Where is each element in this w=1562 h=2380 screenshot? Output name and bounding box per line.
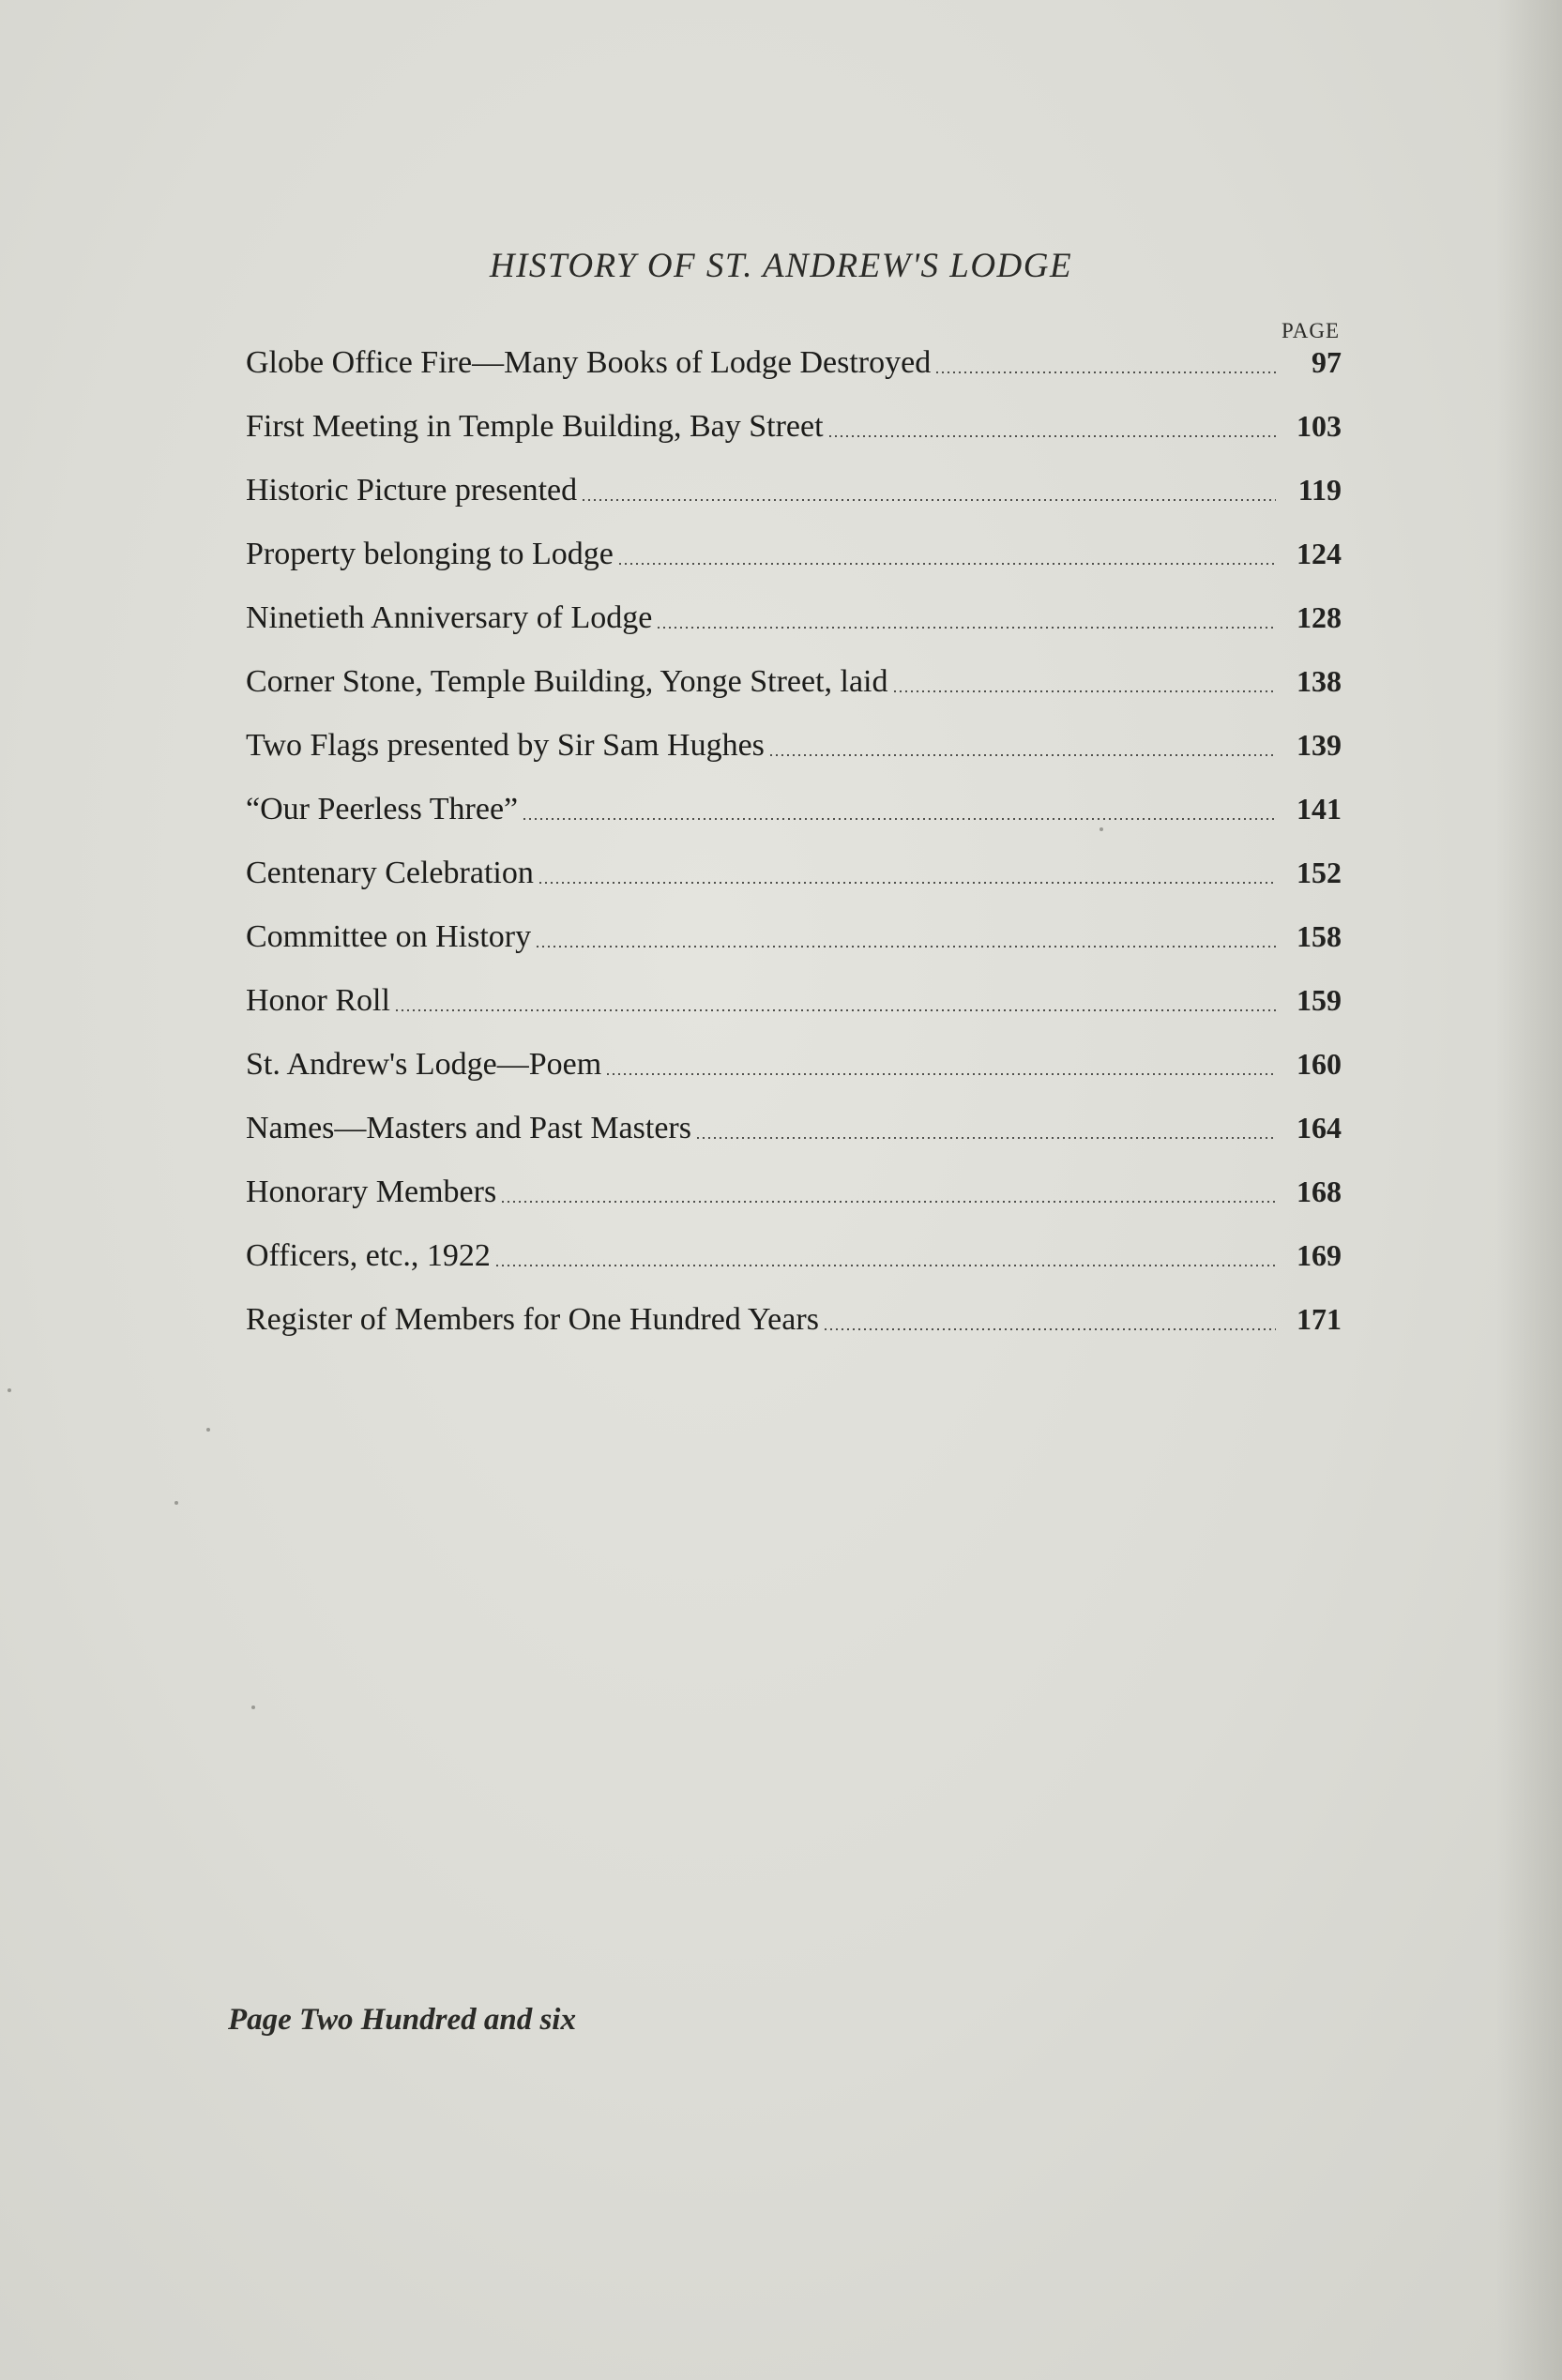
toc-entry-page: 97 — [1312, 345, 1342, 379]
toc-entry-page: 128 — [1297, 600, 1342, 634]
toc-entry-page: 164 — [1297, 1111, 1342, 1145]
toc-entry-page: 168 — [1297, 1175, 1342, 1208]
dot-leader — [535, 946, 1276, 947]
toc-entry — [246, 841, 1342, 904]
toc-entry-title: Globe Office Fire—Many Books of Lodge Destroyed — [246, 345, 932, 380]
toc-entry-page: 119 — [1297, 473, 1342, 507]
toc-entry — [246, 968, 1342, 1032]
toc-entry-title: St. Andrew's Lodge—Poem — [246, 1047, 602, 1082]
toc-entry-page: 139 — [1297, 728, 1342, 762]
toc-entry-title: Property belonging to Lodge — [246, 537, 614, 571]
toc-entry-title: Centenary Celebration — [246, 856, 534, 890]
dot-leader — [892, 690, 1277, 692]
toc-entry-title: First Meeting in Temple Building, Bay Street — [246, 409, 824, 444]
toc-entry-title: Honorary Members — [246, 1175, 497, 1209]
toc-entry — [246, 1096, 1342, 1160]
dot-leader — [656, 627, 1276, 629]
toc-entry-page: 103 — [1297, 409, 1342, 443]
table-of-contents — [246, 330, 1342, 1351]
toc-entry — [246, 1223, 1342, 1287]
toc-entry — [246, 585, 1342, 649]
dot-leader — [538, 882, 1276, 884]
toc-entry-title: Ninetieth Anniversary of Lodge — [246, 600, 653, 635]
dot-leader — [827, 435, 1276, 437]
paper-speck — [8, 1388, 11, 1392]
toc-entry-page: 169 — [1297, 1238, 1342, 1272]
paper-speck — [251, 1705, 255, 1709]
toc-entry — [246, 458, 1342, 522]
toc-entry — [246, 1032, 1342, 1096]
toc-entry — [246, 522, 1342, 585]
toc-entry-title: Two Flags presented by Sir Sam Hughes — [246, 728, 765, 763]
dot-leader — [617, 563, 1276, 565]
toc-entry-page: 159 — [1297, 983, 1342, 1017]
dot-leader — [768, 754, 1276, 756]
toc-entry — [246, 1287, 1342, 1351]
toc-entry-title: Honor Roll — [246, 983, 390, 1018]
paper-speck — [174, 1501, 178, 1505]
toc-entry-page: 171 — [1297, 1302, 1342, 1336]
toc-entry-page: 141 — [1297, 792, 1342, 826]
toc-entry-page: 124 — [1297, 537, 1342, 570]
toc-entry-title: Historic Picture presented — [246, 473, 578, 508]
toc-entry — [246, 649, 1342, 713]
toc-entry-title: Committee on History — [246, 919, 532, 954]
dot-leader — [581, 499, 1276, 501]
page-footer: Page Two Hundred and six — [228, 2003, 576, 2037]
page-column-label: PAGE — [1281, 319, 1340, 342]
toc-entry — [246, 330, 1342, 394]
toc-entry-title: Officers, etc., 1922 — [246, 1238, 491, 1273]
toc-entry — [246, 904, 1342, 968]
toc-entry-page: 160 — [1297, 1047, 1342, 1081]
toc-entry-page: 158 — [1297, 919, 1342, 953]
toc-entry — [246, 1160, 1342, 1223]
dot-leader — [494, 1265, 1276, 1266]
dot-leader — [934, 371, 1276, 373]
dot-leader — [605, 1073, 1276, 1075]
dot-leader — [500, 1201, 1276, 1203]
paper-speck — [1099, 827, 1103, 831]
toc-entry-title: “Our Peerless Three” — [246, 792, 519, 826]
toc-entry-title: Register of Members for One Hundred Years — [246, 1302, 819, 1337]
toc-entry-page: 138 — [1297, 664, 1342, 698]
toc-entry — [246, 394, 1342, 458]
dot-leader — [522, 818, 1276, 820]
toc-entry — [246, 713, 1342, 777]
toc-entry-title: Corner Stone, Temple Building, Yonge Street, laid — [246, 664, 888, 699]
toc-entry-page: 152 — [1297, 856, 1342, 889]
toc-entry — [246, 777, 1342, 841]
running-head: HISTORY OF ST. ANDREW'S LODGE — [489, 247, 1073, 285]
dot-leader — [695, 1137, 1276, 1139]
toc-entry-title: Names—Masters and Past Masters — [246, 1111, 691, 1145]
paper-speck — [206, 1428, 210, 1432]
dot-leader — [823, 1328, 1276, 1330]
dot-leader — [394, 1009, 1276, 1011]
